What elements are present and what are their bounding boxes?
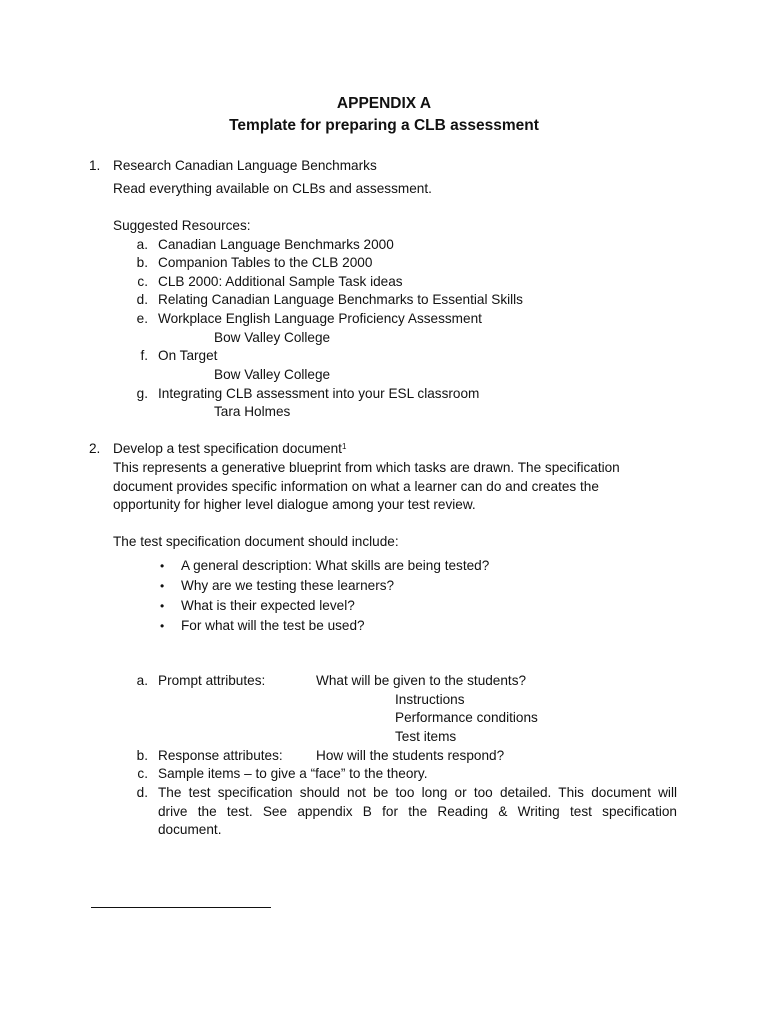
resource-item: Relating Canadian Language Benchmarks to Essential Skills [158,292,523,307]
section-1-title: Research Canadian Language Benchmarks [113,158,377,173]
resource-publisher: Bow Valley College [214,330,331,345]
resource-item: Integrating CLB assessment into your ESL classroom [158,386,480,401]
prompt-attribute-sub: Test items [395,729,457,744]
resource-item: Companion Tables to the CLB 2000 [158,255,373,270]
resource-letter: g. [136,386,148,401]
section-1-number: 1. [89,158,101,173]
section-2-title-row [113,440,346,458]
resource-letter: e. [136,311,148,326]
section-2-title: Develop a test specification document [113,441,342,456]
item-d-line: The test specification should not be too long or too detailed. This document will [158,785,677,800]
resource-item: Canadian Language Benchmarks 2000 [158,237,394,252]
bullet-item: A general description: What skills are being tested? [181,558,490,573]
resource-item: Workplace English Language Proficiency Assessment [158,311,482,326]
prompt-attribute-sub: Performance conditions [395,710,538,725]
section-2-number: 2. [89,441,101,456]
include-label: The test specification document should include: [113,534,399,549]
section-2-paragraph-line: opportunity for higher level dialogue among your test review. [113,497,476,512]
prompt-attributes-label: Prompt attributes: [158,673,266,688]
item-d-line: document. [158,822,222,838]
item-d-paragraph [158,784,677,840]
item-letter: c. [137,766,148,781]
resource-author: Tara Holmes [214,404,291,419]
resource-item: On Target [158,348,218,363]
item-d-line: drive the test. See appendix B for the Reading & Writing test specification [158,803,677,819]
resource-letter: f. [140,348,148,363]
item-letter: b. [136,748,148,763]
resource-letter: d. [136,292,148,307]
bullet-item: For what will the test be used? [181,618,365,633]
item-letter: d. [136,785,148,800]
section-2-paragraph-line: document provides specific information on what a learner can do and creates the [113,479,599,494]
response-attributes-value: How will the students respond? [316,748,505,763]
resource-item: CLB 2000: Additional Sample Task ideas [158,274,403,289]
bullet-glyph: • [160,619,165,633]
resource-letter: c. [137,274,148,289]
sample-items-text: Sample items – to give a “face” to the theory. [158,766,428,781]
section-2-paragraph-line: This represents a generative blueprint from which tasks are drawn. The specification [113,460,620,475]
resource-letter: b. [136,255,148,270]
appendix-subtitle: Template for preparing a CLB assessment [229,117,539,134]
section-1-intro: Read everything available on CLBs and assessment. [113,181,432,196]
response-attributes-label: Response attributes: [158,748,283,763]
footnote-divider [91,907,271,908]
prompt-attributes-value: What will be given to the students? [316,673,527,688]
appendix-title: APPENDIX A [336,95,432,112]
bullet-item: Why are we testing these learners? [181,578,395,593]
bullet-glyph: • [160,579,165,593]
resources-label: Suggested Resources: [113,218,251,233]
bullet-glyph: • [160,599,165,613]
bullet-item: What is their expected level? [181,598,355,613]
item-letter: a. [136,673,148,688]
footnote-marker: 1 [341,442,347,451]
resource-publisher: Bow Valley College [214,367,331,382]
resource-letter: a. [136,237,148,252]
bullet-glyph: • [160,559,165,573]
prompt-attribute-sub: Instructions [395,692,465,707]
